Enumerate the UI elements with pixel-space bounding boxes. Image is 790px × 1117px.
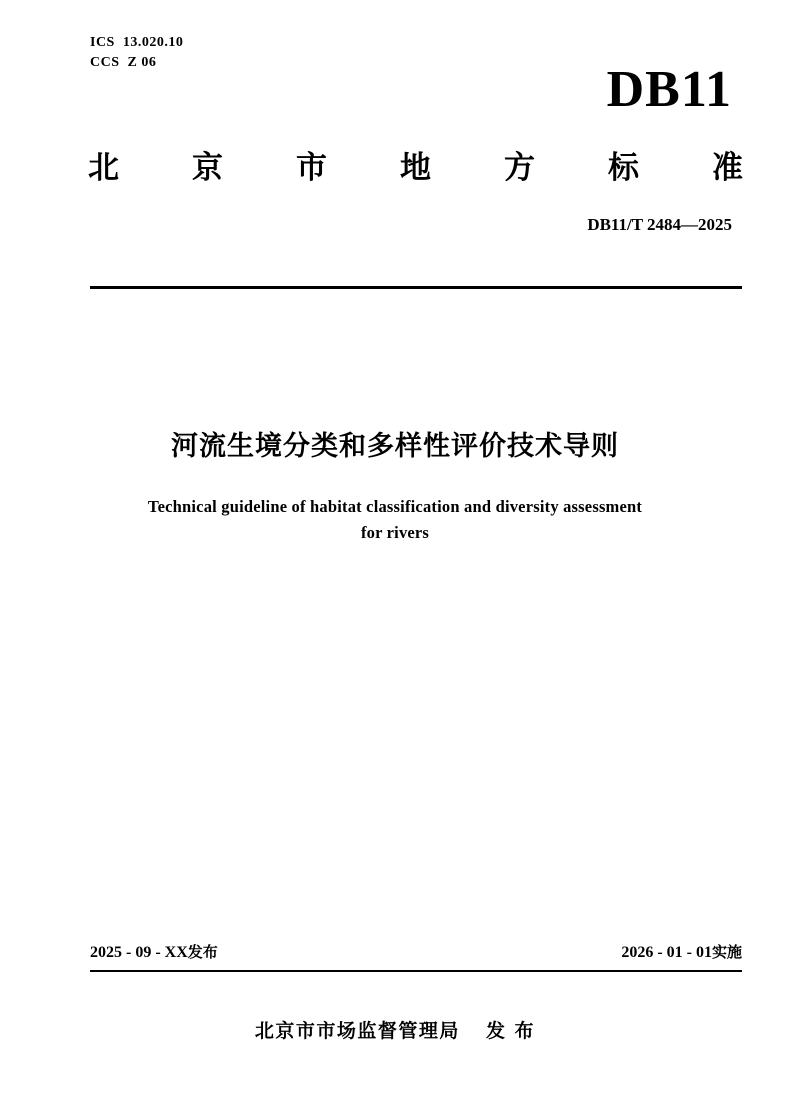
standard-number: DB11/T 2484—2025 xyxy=(587,215,732,234)
series-char-1: 京 xyxy=(192,150,223,186)
publisher-action: 发 布 xyxy=(485,1020,536,1042)
document-title-english-line2: for rivers xyxy=(360,523,430,542)
series-char-4: 方 xyxy=(504,150,535,186)
publisher-name: 北京市市场监督管理局 xyxy=(254,1020,460,1042)
series-char-2: 市 xyxy=(296,150,327,186)
ics-line: ICS 13.020.10 xyxy=(90,35,184,50)
series-char-6: 准 xyxy=(712,150,743,186)
db-logo: DB11 xyxy=(606,61,732,118)
effective-date: 2026 - 01 - 01 xyxy=(621,944,712,961)
series-char-3: 地 xyxy=(400,150,431,186)
footer-divider xyxy=(90,970,742,972)
publisher-line xyxy=(0,1017,790,1045)
effective-label: 实施 xyxy=(711,943,742,961)
header-divider xyxy=(90,286,742,289)
document-title-english xyxy=(88,494,702,546)
document-title-chinese: 河流生境分类和多样性评价技术导则 xyxy=(171,431,619,462)
series-char-5: 标 xyxy=(608,150,639,186)
issue-label: 发布 xyxy=(187,943,218,961)
document-title-english-line1: Technical guideline of habitat classification and diversity assessment xyxy=(147,497,643,516)
series-char-0: 北 xyxy=(88,150,119,186)
issue-effective-row xyxy=(90,941,742,964)
issue-date: 2025 - 09 - XX xyxy=(90,944,188,961)
ics-ccs-block xyxy=(90,33,183,73)
standard-series-title xyxy=(88,148,743,188)
effective-date-group xyxy=(621,941,742,964)
issue-date-group xyxy=(90,941,218,964)
ccs-line: CCS Z 06 xyxy=(90,55,157,70)
